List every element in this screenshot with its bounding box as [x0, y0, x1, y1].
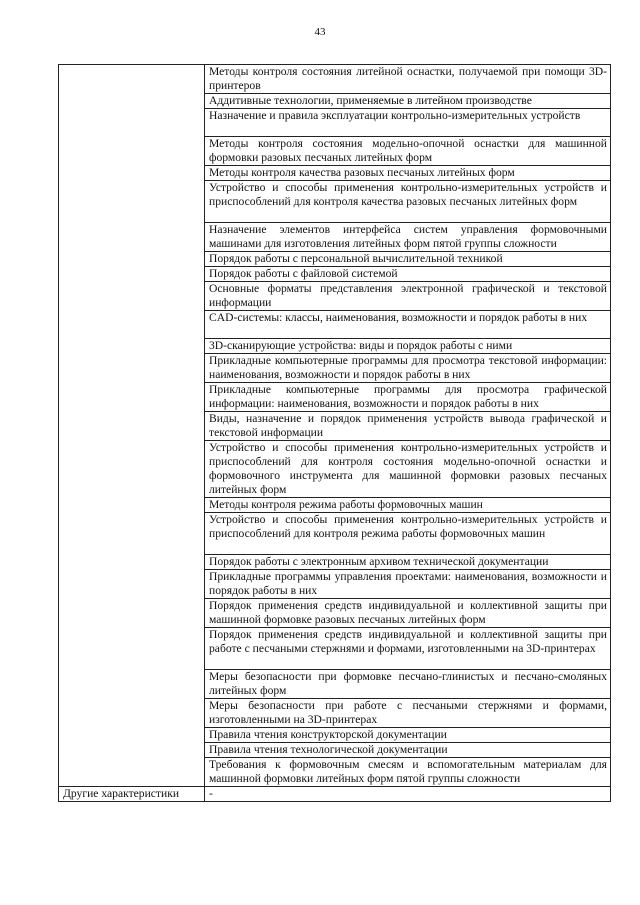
knowledge-item: Прикладные программы управления проектами: наименования, возможности и порядок работы в них — [205, 570, 611, 599]
knowledge-item: Устройство и способы применения контрольно-измерительных устройств и приспособлений для контроля качества разовых песчаных литейных форм — [205, 181, 611, 223]
knowledge-item: Правила чтения технологической документации — [205, 743, 611, 758]
knowledge-item: Прикладные компьютерные программы для просмотра графической информации: наименования, возможности и порядок работы в них — [205, 383, 611, 412]
knowledge-item: Устройство и способы применения контрольно-измерительных устройств и приспособлений для контроля состояния модельно-опочной оснастки и формовочного инструмента для машинной формовки разовых песчаных литейных форм — [205, 441, 611, 498]
knowledge-item: Требования к формовочным смесям и вспомогательным материалам для машинной формовки литейных форм пятой группы сложности — [205, 758, 611, 787]
row-label-cell-empty — [59, 65, 205, 787]
knowledge-item: Методы контроля режима работы формовочных машин — [205, 498, 611, 513]
page-number: 43 — [314, 26, 326, 38]
other-characteristics-label: Другие характеристики — [59, 787, 205, 802]
knowledge-item: Порядок работы с персональной вычислительной техникой — [205, 252, 611, 267]
table-row — [59, 65, 611, 94]
knowledge-item: CAD-системы: классы, наименования, возможности и порядок работы в них — [205, 311, 611, 339]
knowledge-item: Методы контроля состояния модельно-опочной оснастки для машинной формовки разовых песчаных литейных форм — [205, 137, 611, 166]
knowledge-item: Порядок работы с электронным архивом технической документации — [205, 555, 611, 570]
knowledge-item: 3D-сканирующие устройства: виды и порядок работы с ними — [205, 339, 611, 354]
knowledge-item: Виды, назначение и порядок применения устройств вывода графической и текстовой информации — [205, 412, 611, 441]
knowledge-item: Прикладные компьютерные программы для просмотра текстовой информации: наименования, возможности и порядок работы в них — [205, 354, 611, 383]
knowledge-item: Правила чтения конструкторской документации — [205, 728, 611, 743]
knowledge-item: Меры безопасности при формовке песчано-глинистых и песчано-смоляных литейных форм — [205, 670, 611, 699]
knowledge-item: Порядок применения средств индивидуальной и коллективной защиты при машинной формовке разовых песчаных литейных форм — [205, 599, 611, 628]
knowledge-item: Порядок применения средств индивидуальной и коллективной защиты при работе с песчаными стержнями и формами, изготовленными на 3D-принтерах — [205, 628, 611, 670]
knowledge-item: Назначение и правила эксплуатации контрольно-измерительных устройств — [205, 109, 611, 137]
knowledge-item: Методы контроля состояния литейной оснастки, получаемой при помощи 3D-принтеров — [205, 65, 611, 94]
other-characteristics-value: - — [205, 787, 611, 802]
knowledge-item: Методы контроля качества разовых песчаных литейных форм — [205, 166, 611, 181]
knowledge-item: Порядок работы с файловой системой — [205, 267, 611, 282]
knowledge-item: Назначение элементов интерфейса систем управления формовочными машинами для изготовления литейных форм пятой группы сложности — [205, 223, 611, 252]
table-row-other — [59, 787, 611, 802]
knowledge-item: Основные форматы представления электронной графической и текстовой информации — [205, 282, 611, 311]
table-body — [59, 65, 611, 802]
knowledge-item: Меры безопасности при работе с песчаными стержнями и формами, изготовленными на 3D-принтерах — [205, 699, 611, 728]
knowledge-item: Устройство и способы применения контрольно-измерительных устройств и приспособлений для контроля режима работы формовочных машин — [205, 513, 611, 555]
knowledge-item: Аддитивные технологии, применяемые в литейном производстве — [205, 94, 611, 109]
knowledge-table — [58, 64, 611, 802]
